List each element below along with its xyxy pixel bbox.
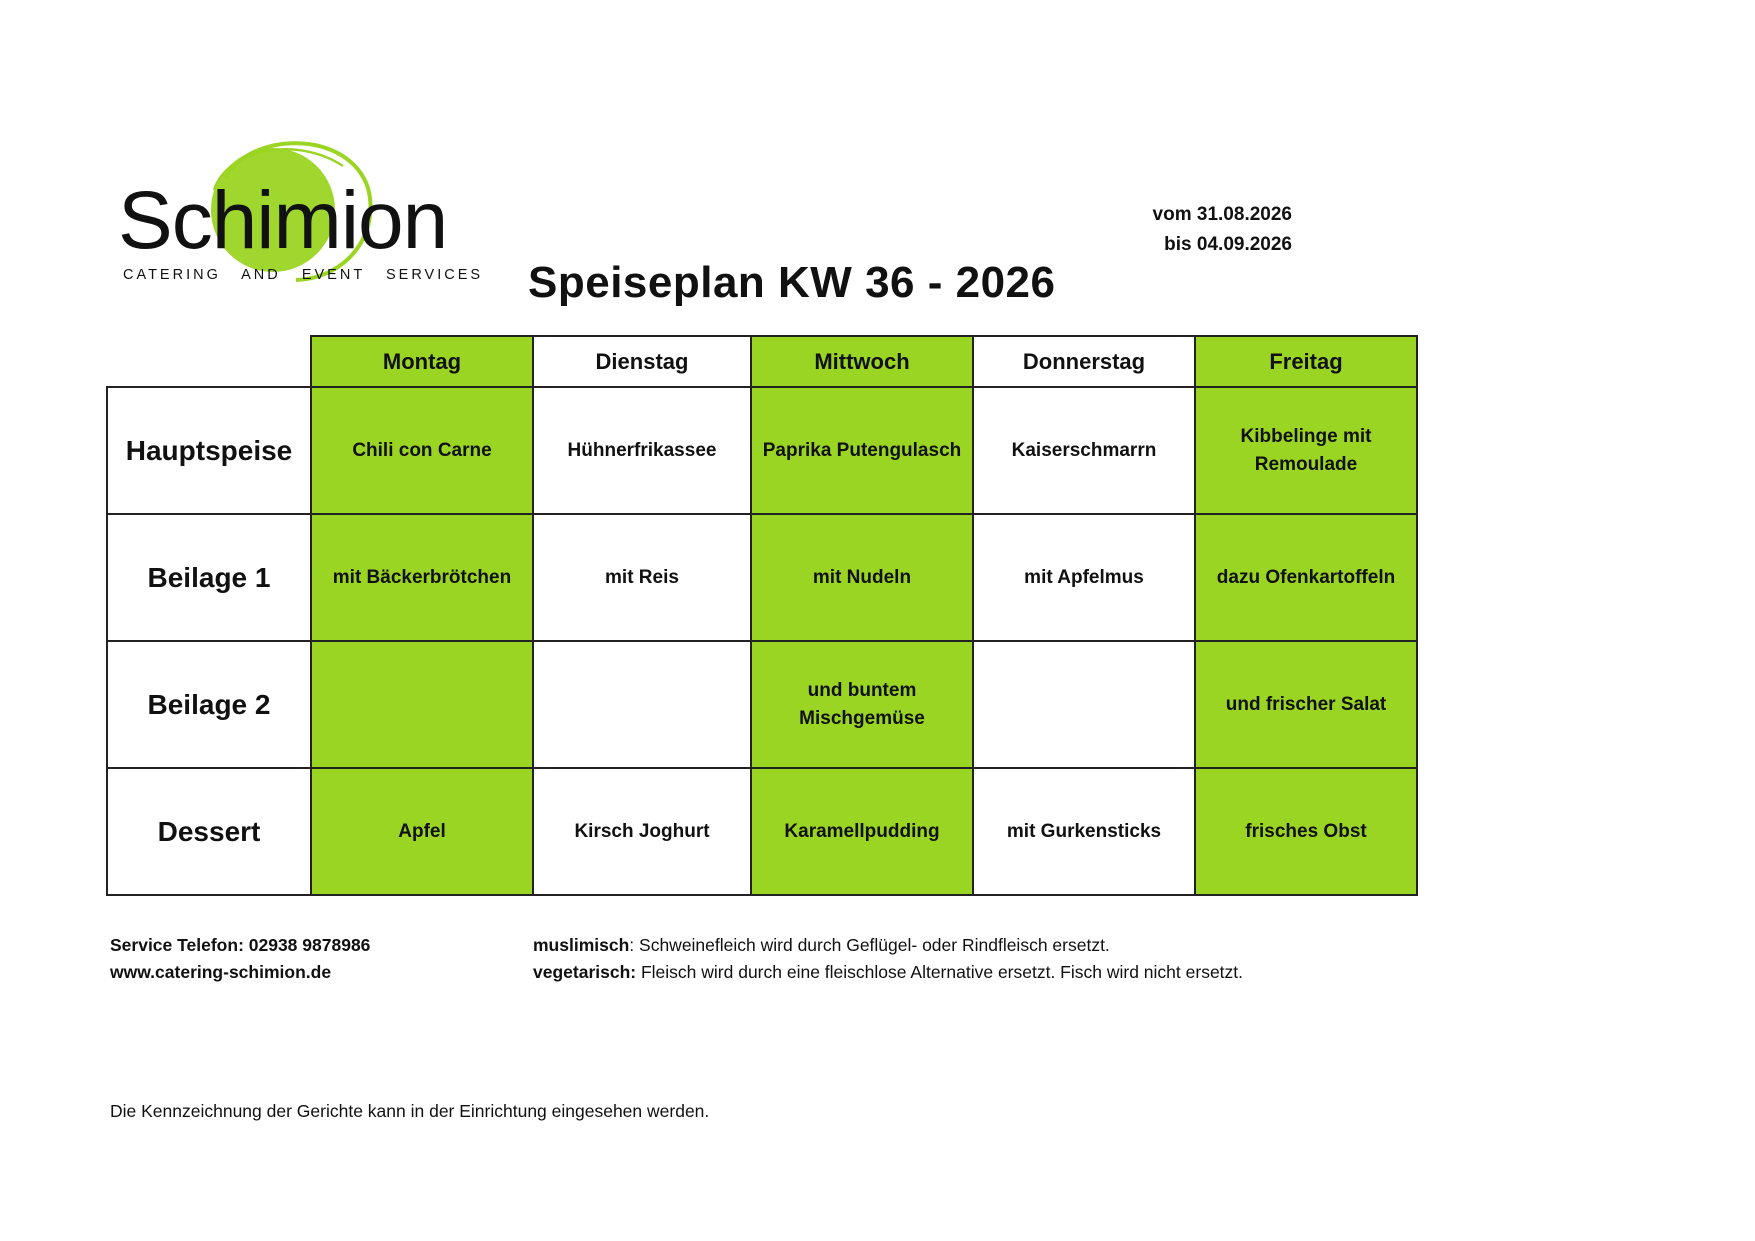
date-range <box>1100 200 1292 260</box>
day-header-mittwoch: Mittwoch <box>751 336 973 387</box>
menu-table <box>106 335 1418 896</box>
note-muslim-label: muslimisch <box>533 935 630 955</box>
note-muslim-text: : Schweinefleich wird durch Geflügel- oder Rindfleisch ersetzt. <box>629 935 1110 955</box>
day-header-donnerstag: Donnerstag <box>973 336 1195 387</box>
company-logo <box>118 128 488 293</box>
menu-cell: mit Gurkensticks <box>973 768 1195 895</box>
logo-wordmark: Schimion <box>118 175 448 266</box>
website-link[interactable]: www.catering-schimion.de <box>110 962 332 982</box>
note-muslim <box>533 932 1243 959</box>
row-label: Beilage 2 <box>107 641 311 768</box>
table-row-beilage-1 <box>107 514 1417 641</box>
day-header-row <box>107 336 1417 387</box>
menu-cell: Kirsch Joghurt <box>533 768 751 895</box>
note-vegetarian-text: Fleisch wird durch eine fleischlose Alternative ersetzt. Fisch wird nicht ersetzt. <box>636 962 1244 982</box>
menu-cell-text: und buntem Mischgemüse <box>799 679 925 729</box>
service-phone: Service Telefon: 02938 9878986 <box>110 935 371 955</box>
contact-info <box>110 932 370 986</box>
menu-cell: Kaiserschmarrn <box>973 387 1195 514</box>
table-row-hauptspeise <box>107 387 1417 514</box>
menu-cell: Paprika Putengulasch <box>751 387 973 514</box>
table-row-dessert <box>107 768 1417 895</box>
corner-cell <box>107 336 311 387</box>
day-header-montag: Montag <box>311 336 533 387</box>
row-label: Dessert <box>107 768 311 895</box>
menu-cell <box>751 641 973 768</box>
menu-cell: mit Reis <box>533 514 751 641</box>
menu-cell: Chili con Carne <box>311 387 533 514</box>
menu-cell: mit Apfelmus <box>973 514 1195 641</box>
menu-cell: Hühnerfrikassee <box>533 387 751 514</box>
date-from: vom 31.08.2026 <box>1152 204 1292 225</box>
menu-cell <box>1195 387 1417 514</box>
table-row-beilage-2 <box>107 641 1417 768</box>
page-title: Speiseplan KW 36 - 2026 <box>528 258 1056 307</box>
menu-cell: Apfel <box>311 768 533 895</box>
menu-cell: mit Bäckerbrötchen <box>311 514 533 641</box>
row-label: Hauptspeise <box>107 387 311 514</box>
note-vegetarian <box>533 959 1243 986</box>
menu-cell-text: Kibbelinge mit Remoulade <box>1240 425 1372 475</box>
day-header-freitag: Freitag <box>1195 336 1417 387</box>
menu-cell <box>973 641 1195 768</box>
disclaimer: Die Kennzeichnung der Gerichte kann in der Einrichtung eingesehen werden. <box>110 1101 710 1121</box>
menu-cell: dazu Ofenkartoffeln <box>1195 514 1417 641</box>
menu-cell: Karamellpudding <box>751 768 973 895</box>
menu-cell: und frischer Salat <box>1195 641 1417 768</box>
date-to: bis 04.09.2026 <box>1164 234 1292 255</box>
menu-cell <box>533 641 751 768</box>
note-vegetarian-label: vegetarisch: <box>533 962 637 982</box>
row-label: Beilage 1 <box>107 514 311 641</box>
logo-tagline: CATERING AND EVENT SERVICES <box>123 267 484 283</box>
menu-cell: frisches Obst <box>1195 768 1417 895</box>
menu-cell: mit Nudeln <box>751 514 973 641</box>
diet-notes <box>533 932 1243 986</box>
day-header-dienstag: Dienstag <box>533 336 751 387</box>
menu-cell <box>311 641 533 768</box>
